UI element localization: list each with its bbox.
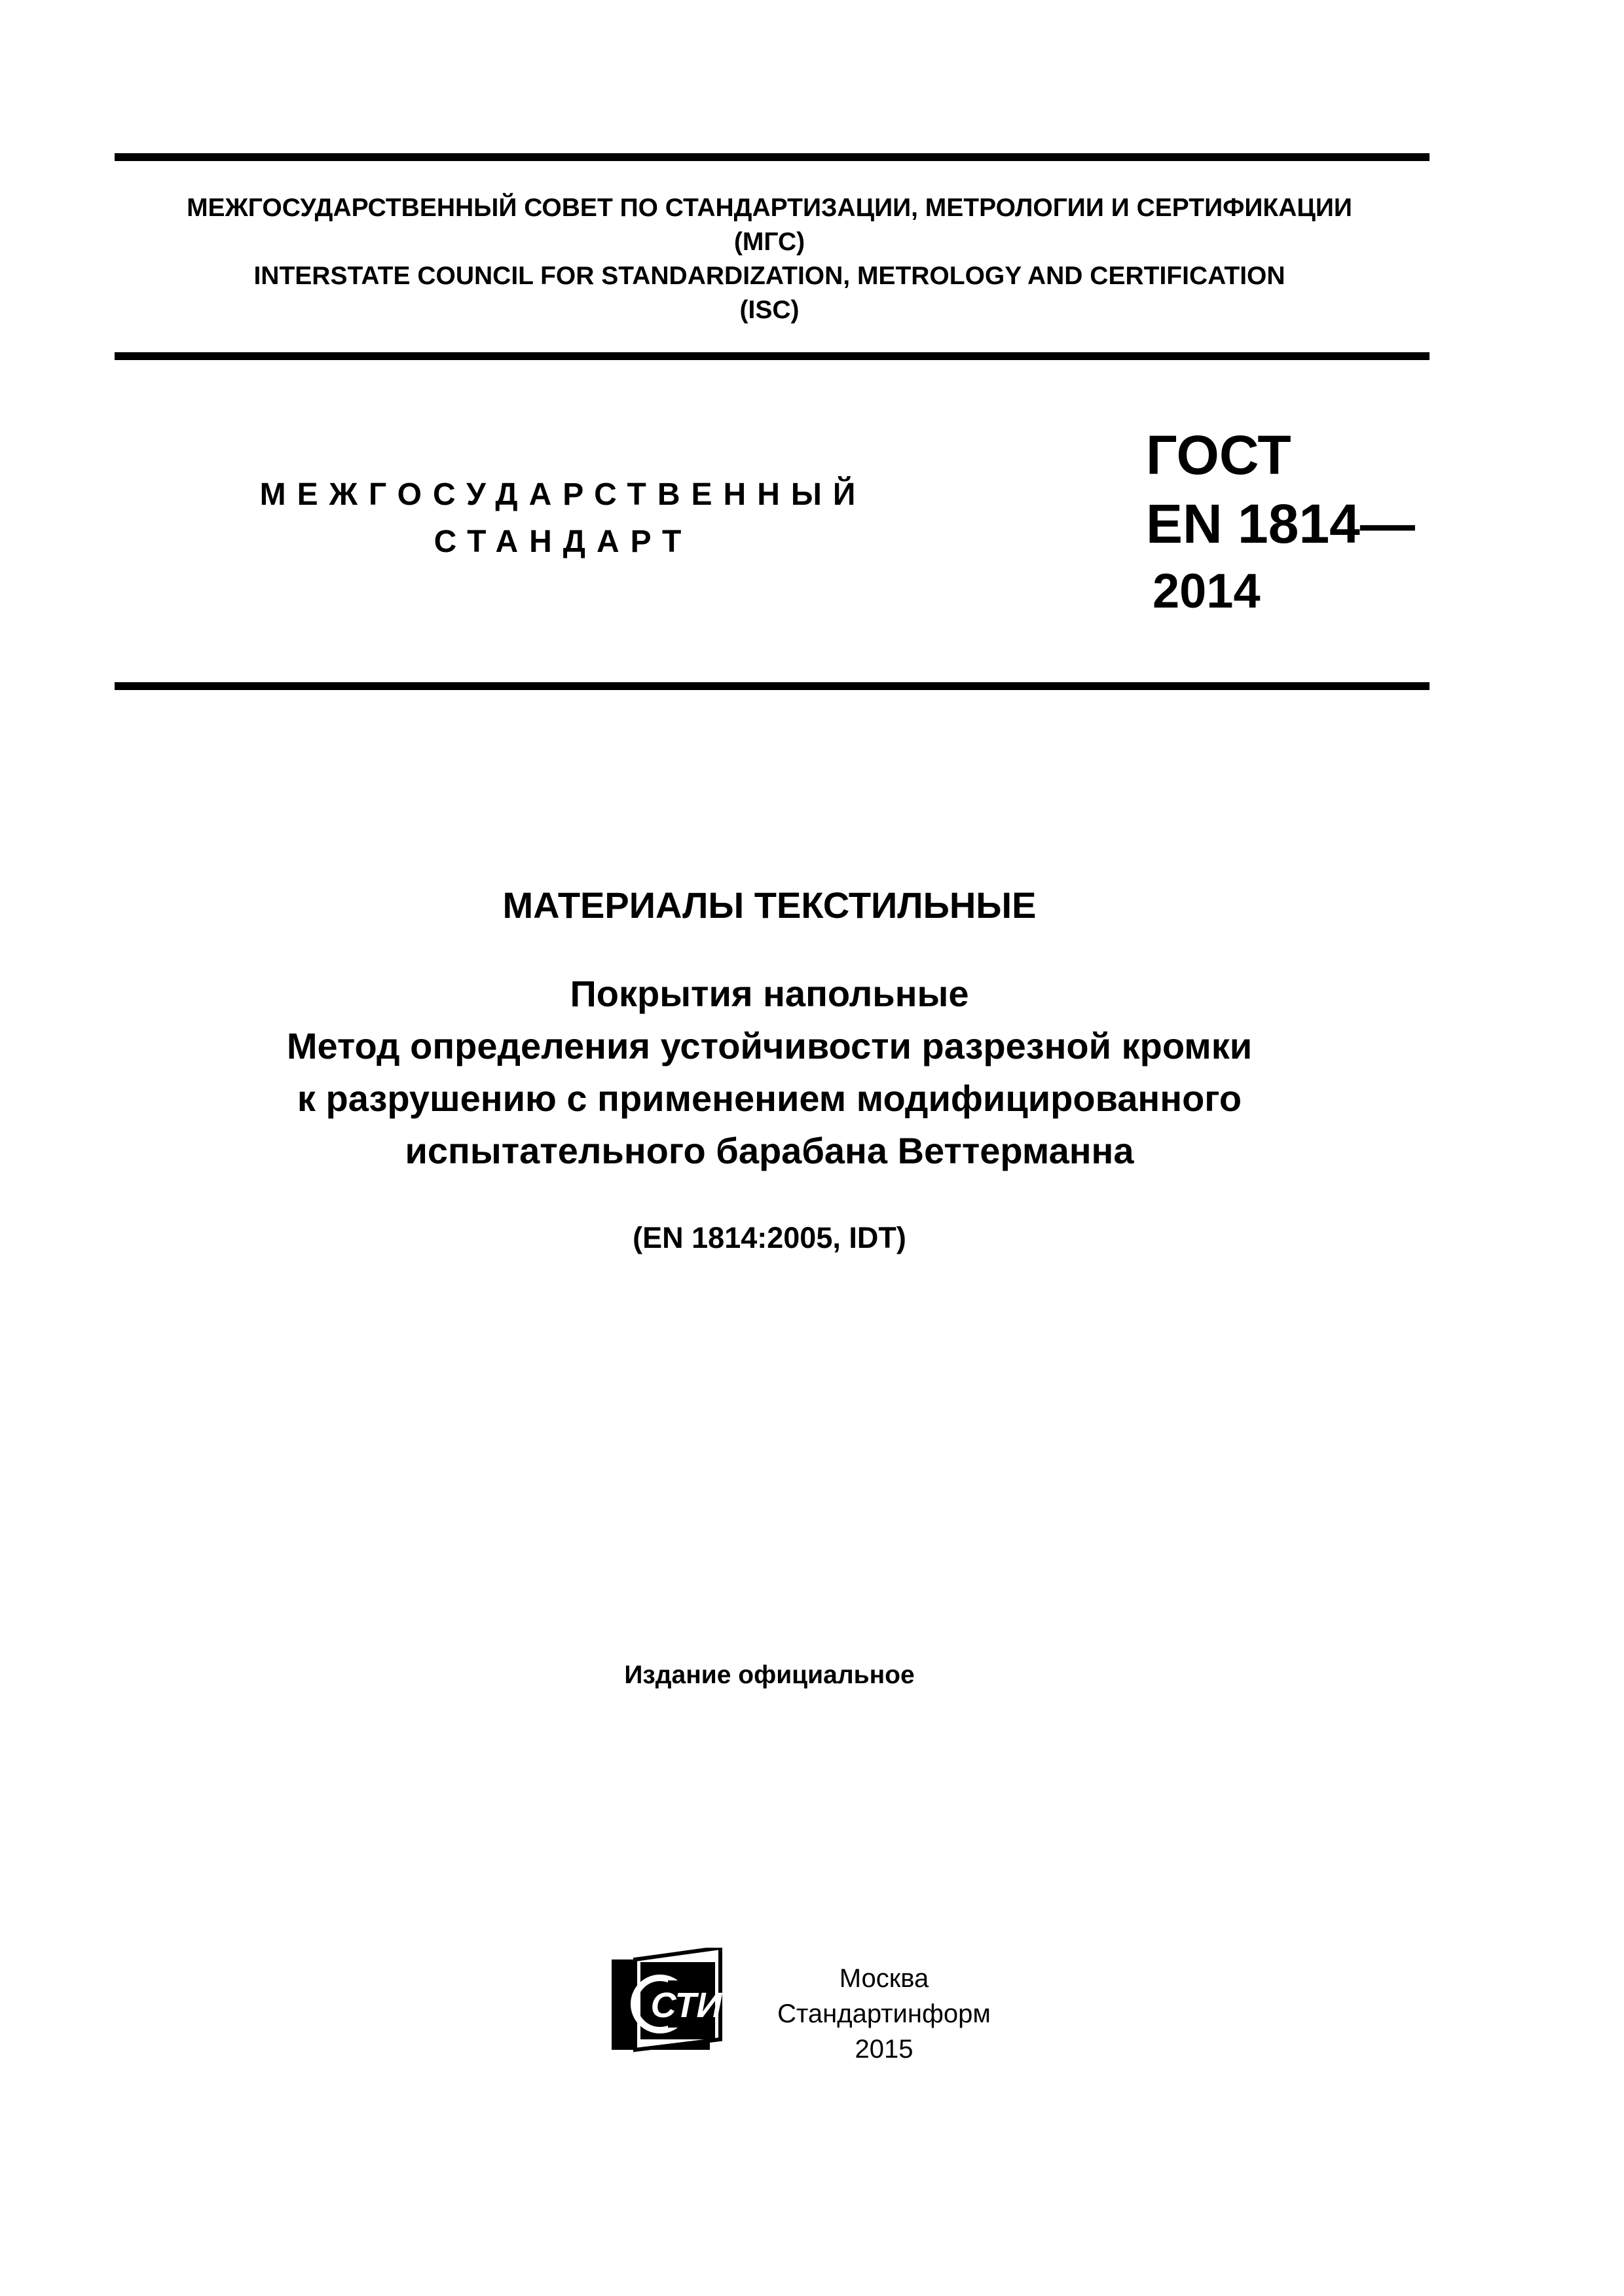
publisher-block [720, 1961, 1048, 2067]
council-name-ru: МЕЖГОСУДАРСТВЕННЫЙ СОВЕТ ПО СТАНДАРТИЗАЦИИ, МЕТРОЛОГИИ И СЕРТИФИКАЦИИ [187, 194, 1352, 222]
designation-bottom-rule [115, 682, 1430, 690]
council-abbr-ru: (МГС) [733, 228, 805, 256]
council-header [0, 191, 1539, 327]
top-rule [115, 153, 1430, 161]
publisher-city: Москва [839, 1964, 929, 1993]
standard-type-line1: МЕЖГОСУДАРСТВЕННЫЙ [259, 477, 867, 512]
gost-line2: EN 1814— [1146, 493, 1415, 555]
gost-line1: ГОСТ [1146, 424, 1291, 486]
publisher-name: Стандартинформ [777, 1999, 991, 2028]
header-bottom-rule [115, 352, 1430, 360]
official-edition: Издание официальное [624, 1661, 915, 1689]
document-subtitle [0, 968, 1539, 1177]
standartinform-logo-icon [609, 1948, 724, 2052]
subtitle-line2: Метод определения устойчивости разрезной кромки [286, 1025, 1253, 1066]
subtitle-line3: к разрушению с применением модифицированного [297, 1078, 1242, 1119]
equivalence-note: (EN 1814:2005, IDT) [633, 1221, 906, 1254]
subtitle-line4: испытательного барабана Веттерманна [405, 1130, 1134, 1171]
standard-type-label [236, 471, 891, 566]
gost-line3: 2014 [1153, 564, 1261, 618]
subtitle-line1: Покрытия напольные [570, 973, 969, 1014]
logo-letters: СТИ [650, 1986, 722, 2025]
publication-year: 2015 [855, 2035, 913, 2064]
document-title: МАТЕРИАЛЫ ТЕКСТИЛЬНЫЕ [502, 884, 1037, 926]
council-abbr-en: (ISC) [739, 296, 800, 324]
standard-type-line2: СТАНДАРТ [434, 524, 693, 559]
council-name-en: INTERSTATE COUNCIL FOR STANDARDIZATION, METROLOGY AND CERTIFICATION [253, 262, 1285, 290]
